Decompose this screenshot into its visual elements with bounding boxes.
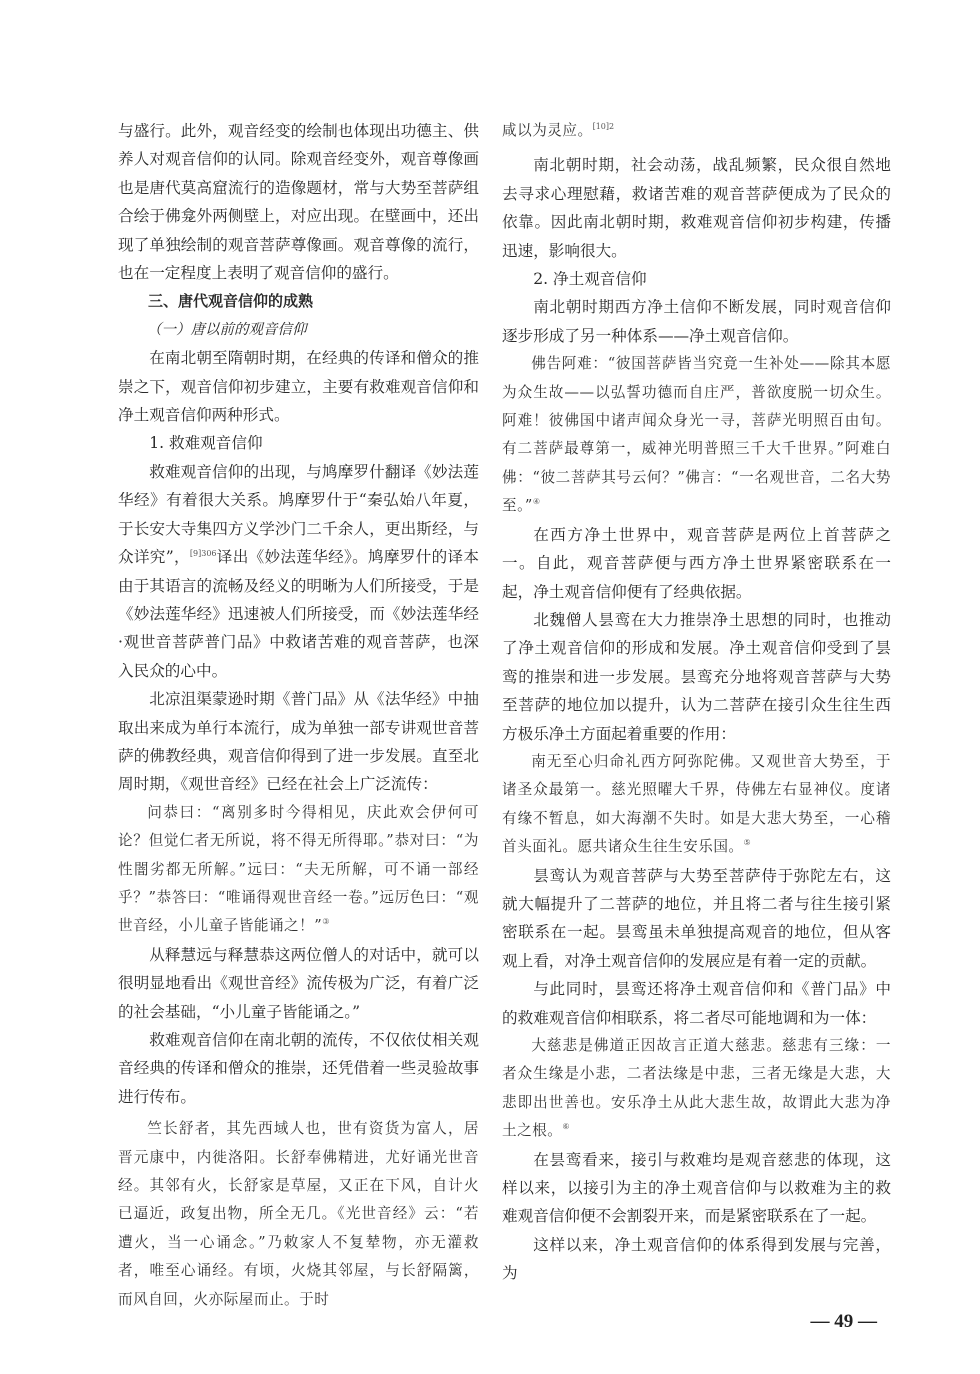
right-column xyxy=(502,117,891,1334)
footnote-marker: ④ xyxy=(532,497,541,507)
text: 大慈悲是佛道正因故言正道大慈悲。慈悲有三缘：一者众生缘是小悲，二者法缘是中悲，三者无缘是大悲，大悲即出世善也。安乐净土从此大悲生故，故谓此大悲为净土之根。 xyxy=(502,1037,891,1140)
subsubsection-heading: 2. 净土观音信仰 xyxy=(533,270,647,289)
footnote-marker: ③ xyxy=(322,917,330,927)
footnote-marker: ⑥ xyxy=(562,1122,570,1132)
block-quote-continuation xyxy=(502,117,891,145)
paragraph: 昙鸾认为观音菩萨与大势至菩萨侍于弥陀左右，这就大幅提升了二菩萨的地位，并且将二者与往生接引紧密联系在一起。昙鸾虽未单独提高观音的地位，但从客观上看，对净土观音信仰的发展应是有着一定的贡献。 xyxy=(502,866,891,970)
text: 问恭曰：“离别多时今得相见，庆此欢会伊何可论？但觉仁者无所说，将不得无所得耶。”恭对曰：“为性闇劣都无所解。”远曰：“夫无所解，可不诵一部经乎？”恭答曰：“唯诵得观世音经一卷。”远厉色曰：“观世音经，小儿童子皆能诵之！” xyxy=(118,803,479,935)
paragraph: 南北朝时期，社会动荡，战乱频繁，民众很自然地去寻求心理慰藉，救诸苦难的观音菩萨便成为了民众的依靠。因此南北朝时期，救难观音信仰初步构建，传播迅速，影响很大。 xyxy=(502,156,891,260)
text: 南无至心归命礼西方阿弥陀佛。又观世音大势至，于诸圣众最第一。慈光照曜大千界，侍佛左右显神仪。度诸有缘不暂息，如大海潮不失时。如是大悲大势至，一心稽首头面礼。愿共诸众生往生安乐国。 xyxy=(502,752,891,856)
paragraph: 在南北朝至隋朝时期，在经典的传译和僧众的推崇之下，观音信仰初步建立，主要有救难观音信仰和净土观音信仰两种形式。 xyxy=(118,349,479,425)
paragraph: 与盛行。此外，观音经变的绘制也体现出功德主、供养人对观音信仰的认同。除观音经变外，观音尊像画也是唐代莫高窟流行的造像题材，常与大势至菩萨组合绘于佛龛外两侧壁上，对应出现。在壁画中，还出现了单独绘制的观音菩萨尊像画。观音尊像的流行，也在一定程度上表明了观音信仰的盛行。 xyxy=(118,122,479,283)
block-quote xyxy=(502,748,891,862)
citation: [9]306 xyxy=(189,548,217,558)
text: 佛告阿难：“彼国菩萨皆当究竟一生补处——除其本愿为众生故——以弘誓功德而自庄严，普欲度脱一切众生。阿难！彼佛国中诸声闻众身光一寻，菩萨光明照百由旬。有二菩萨最尊第一，威神光明普照三千大千世界。”阿难白佛：“彼二菩萨其号云何？”佛言：“一名观世音，二名大势至。” xyxy=(502,355,891,515)
paragraph: 北凉沮渠蒙逊时期《普门品》从《法华经》中抽取出来成为单行本流行，成为单独一部专讲观世音菩萨的佛教经典，观音信仰得到了进一步发展。直至北周时期，《观世音经》已经在社会上广泛流传： xyxy=(118,690,479,794)
paragraph: 在西方净土世界中，观音菩萨是两位上首菩萨之一。自此，观音菩萨便与西方净土世界紧密联系在一起，净土观音信仰便有了经典依据。 xyxy=(502,525,891,601)
paragraph: 救难观音信仰在南北朝的流传，不仅依仗相关观音经典的传译和僧众的推崇，还凭借着一些灵验故事进行传布。 xyxy=(118,1031,479,1106)
subsection-heading: （一）唐以前的观音信仰 xyxy=(147,321,307,338)
paragraph: 与此同时，昙鸾还将净土观音信仰和《普门品》中的救难观音信仰相联系，将二者尽可能地调和为一体： xyxy=(502,980,891,1027)
paragraph: 在昙鸾看来，接引与救难均是观音慈悲的体现，这样以来，以接引为主的净土观音信仰与以救难为主的救难观音信仰便不会割裂开来，而是紧密联系在了一起。 xyxy=(502,1150,891,1226)
footnote-marker: ⑤ xyxy=(743,838,751,848)
block-quote xyxy=(502,350,891,520)
subsubsection-heading: 1. 救难观音信仰 xyxy=(149,434,263,453)
text: 译出《妙法莲华经》。鸠摩罗什的译本由于其语言的流畅及经义的明晰为人们所接受，于是《妙法莲华经》迅速被人们所接受，而《妙法莲华经·观世音菩萨普门品》中救诸苦难的观音菩萨，也深入民众的心中。 xyxy=(118,548,479,680)
text: 救难观音信仰的出现，与鸠摩罗什翻译《妙法莲华经》有着很大关系。鸠摩罗什于“秦弘始八年夏，于长安大寺集四方义学沙门二千余人，更出斯经，与众详究”， xyxy=(118,462,479,567)
paragraph: 北魏僧人昙鸾在大力推崇净土思想的同时，也推动了净土观音信仰的形成和发展。净土观音信仰受到了昙鸾的推崇和进一步发展。昙鸾充分地将观音菩萨与大势至菩萨的地位加以提升，认为二菩萨在接引众生往生西方极乐净土方面起着重要的作用： xyxy=(502,610,891,743)
citation: [10]2 xyxy=(592,122,615,132)
paragraph: 这样以来，净土观音信仰的体系得到发展与完善，为 xyxy=(502,1235,891,1283)
section-heading: 三、唐代观音信仰的成熟 xyxy=(148,292,314,311)
text: 咸以为灵应。 xyxy=(502,122,593,139)
paragraph: 南北朝时期西方净土信仰不断发展，同时观音信仰逐步形成了另一种体系——净土观音信仰。 xyxy=(502,298,891,345)
block-quote xyxy=(118,799,479,941)
paragraph xyxy=(118,458,479,685)
page-number: — 49 — xyxy=(810,1310,877,1332)
left-column xyxy=(118,117,479,1314)
block-quote: 竺长舒者，其先西域人也，世有资货为富人，居晋元康中，内徙洛阳。长舒奉佛精进，尤好诵光世音经。其邻有火，长舒家是草屋，又正在下风，自计火已逼近，政复出物，所全无几。《光世音经》云：“若遭火，当一心诵念。”乃敕家人不复辇物，亦无灌救者，唯至心诵经。有顷，火烧其邻屋，与长舒隔篱，而风自回，火亦际屋而止。于时 xyxy=(118,1120,479,1308)
block-quote xyxy=(502,1032,891,1146)
paragraph: 从释慧远与释慧恭这两位僧人的对话中，就可以很明显地看出《观世音经》流传极为广泛，有着广泛的社会基础，“小儿童子皆能诵之。” xyxy=(118,945,479,1021)
